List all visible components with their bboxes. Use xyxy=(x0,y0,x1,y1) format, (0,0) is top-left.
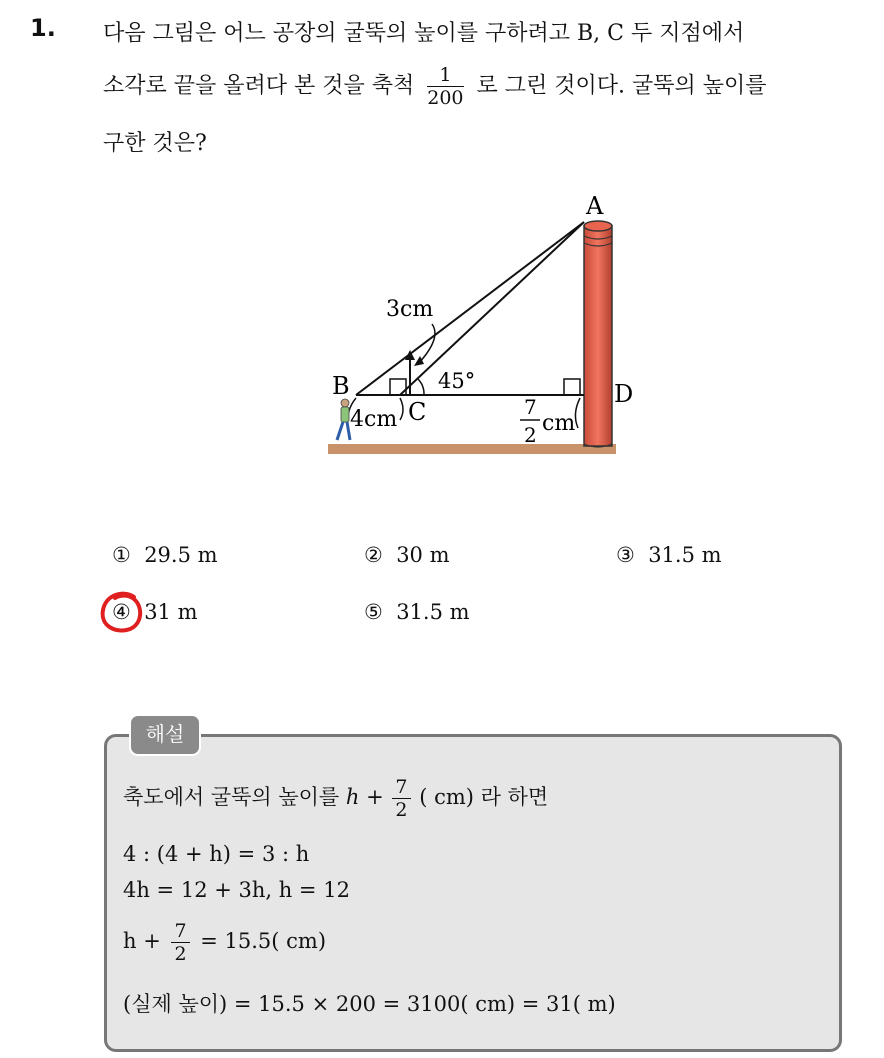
solution-line1-before: 축도에서 굴뚝의 높이를 xyxy=(123,785,340,809)
question-number: 1. xyxy=(30,14,56,42)
solution-line4-after: = 15.5( cm) xyxy=(200,929,327,953)
chimney xyxy=(584,226,612,446)
solution-line5: (실제 높이) = 15.5 × 200 = 3100( cm) = 31( m) xyxy=(123,992,616,1016)
choice-5[interactable] xyxy=(364,600,470,624)
question-text-line2-after: 로 그린 것이다. 굴뚝의 높이를 xyxy=(476,73,767,99)
choice-1-text: 29.5 m xyxy=(144,543,218,567)
solution-line1-after: ( cm) 라 하면 xyxy=(419,785,549,809)
choice-2-mark: ② xyxy=(364,543,383,567)
choice-4-text: 31 m xyxy=(144,600,198,624)
question-text-line2-before: 소각로 끝을 올려다 본 것을 축척 xyxy=(103,73,415,99)
label-frac-unit: cm xyxy=(542,411,576,436)
label-frac-num: 7 xyxy=(524,395,537,419)
choice-5-mark: ⑤ xyxy=(364,600,383,624)
person-icon xyxy=(337,399,350,440)
question-text-line2 xyxy=(103,64,767,109)
chimney-top xyxy=(584,221,612,231)
solution-line2: 4 : (4 + h) = 3 : h xyxy=(123,842,310,866)
solution-line4-num: 7 xyxy=(171,920,189,943)
chimney-figure xyxy=(320,188,634,464)
solution-tag: 해설 xyxy=(129,714,201,756)
answer-circle-mark xyxy=(98,588,148,638)
label-D: D xyxy=(614,380,634,408)
label-3cm: 3cm xyxy=(386,297,434,322)
label-frac-den: 2 xyxy=(524,423,537,447)
choice-1-mark: ① xyxy=(112,543,131,567)
angle-arc xyxy=(417,378,424,395)
choice-1[interactable] xyxy=(112,543,218,567)
label-A: A xyxy=(586,192,604,220)
solution-line1-plus: + xyxy=(366,785,384,809)
label-B: B xyxy=(332,372,350,400)
label-45deg: 45° xyxy=(438,369,476,393)
choice-2-text: 30 m xyxy=(396,543,450,567)
label-4cm: 4cm xyxy=(350,407,398,432)
solution-line1-frac xyxy=(392,776,410,821)
choice-5-text: 31.5 m xyxy=(396,600,470,624)
solution-line4-before: h + xyxy=(123,929,161,953)
solution-line1-den: 2 xyxy=(395,799,408,821)
scale-fraction xyxy=(427,64,463,109)
choice-4-mark: ④ xyxy=(112,600,131,624)
question-text-line1: 다음 그림은 어느 공장의 굴뚝의 높이를 구하려고 B, C 두 지점에서 xyxy=(103,21,745,46)
solution-line1-h: h xyxy=(345,785,360,809)
solution-line1-num: 7 xyxy=(392,776,410,799)
choice-2[interactable] xyxy=(364,543,450,567)
right-angle-mark-2 xyxy=(564,379,580,395)
scale-denominator: 200 xyxy=(427,87,464,109)
ground xyxy=(328,444,616,454)
solution-line4 xyxy=(123,920,326,965)
solution-line4-frac xyxy=(171,920,189,965)
choice-3-mark: ③ xyxy=(616,543,635,567)
choice-3-text: 31.5 m xyxy=(648,543,722,567)
solution-line4-den: 2 xyxy=(174,943,187,965)
choice-3[interactable] xyxy=(616,543,722,567)
question-text-line3: 구한 것은? xyxy=(103,131,207,156)
solution-line1 xyxy=(123,776,548,821)
scale-numerator: 1 xyxy=(427,64,463,87)
label-C: C xyxy=(408,398,427,426)
solution-line3: 4h = 12 + 3h, h = 12 xyxy=(123,878,350,902)
